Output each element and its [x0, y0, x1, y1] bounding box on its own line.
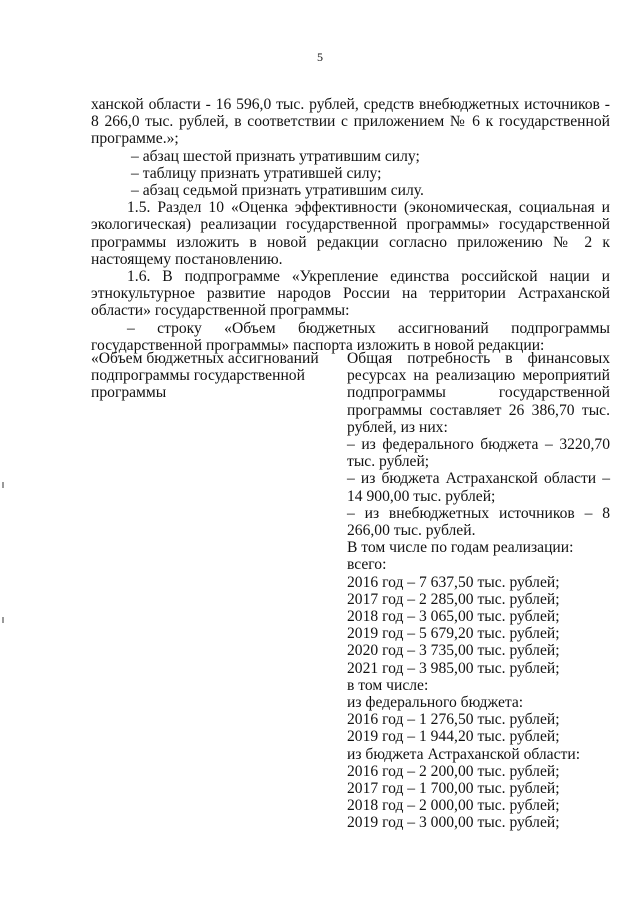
paragraph-row-intro: – строку «Объем бюджетных ассигнований подпрограммы государственной программы» паспорта изложить в новой редакции: — [91, 319, 610, 354]
list-item-paragraph-six: – абзац шестой признать утратившим силу; — [131, 147, 420, 165]
page-number: 5 — [317, 50, 323, 64]
passport-line: 2019 год – 5 679,20 тыс. рублей; — [347, 625, 560, 643]
passport-line: 2017 год – 2 285,00 тыс. рублей; — [347, 590, 560, 608]
list-item-table: – таблицу признать утратившей силу; — [131, 164, 382, 182]
passport-line: из федерального бюджета: — [347, 694, 524, 712]
paragraph-1-5: 1.5. Раздел 10 «Оценка эффективности (экономическая, социальная и экологическая) реализации государственной программы» государственной программы изложить в новой редакции согласно приложению № 2 к настоящему постановлению. — [91, 199, 610, 268]
passport-line: всего: — [347, 556, 387, 574]
passport-line: 2016 год – 1 276,50 тыс. рублей; — [347, 711, 560, 729]
list-item-paragraph-seven: – абзац седьмой признать утратившим силу. — [131, 182, 424, 200]
paragraph-1-6: 1.6. В подпрограмме «Укрепление единства российской нации и этнокультурное развитие народов России на территории Астраханской области» государственной программы: — [91, 268, 610, 320]
passport-line: 2017 год – 1 700,00 тыс. рублей; — [347, 780, 560, 798]
passport-line: 2020 год – 3 735,00 тыс. рублей; — [347, 642, 560, 660]
passport-line: 2019 год – 1 944,20 тыс. рублей; — [347, 728, 560, 746]
passport-line: В том числе по годам реализации: — [347, 539, 574, 557]
scan-edge-mark — [2, 617, 4, 623]
passport-value — [347, 350, 610, 832]
passport-federal-budget: – из федерального бюджета – 3220,70 тыс. рублей; — [347, 436, 610, 471]
passport-line: 2016 год – 2 200,00 тыс. рублей; — [347, 762, 560, 780]
passport-line: из бюджета Астраханской области: — [347, 745, 581, 763]
passport-line: 2021 год – 3 985,00 тыс. рублей; — [347, 659, 560, 677]
passport-line: в том числе: — [347, 676, 429, 694]
passport-regional-budget: – из бюджета Астраханской области – 14 900,00 тыс. рублей; — [347, 470, 610, 505]
passport-extra-budget: – из внебюджетных источников – 8 266,00 тыс. рублей. — [347, 504, 610, 540]
passport-line: 2016 год – 7 637,50 тыс. рублей; — [347, 573, 560, 591]
passport-label: «Объем бюджетных ассигнований подпрограммы государственной программы — [91, 350, 319, 402]
passport-intro: Общая потребность в финансовых ресурсах на реализацию мероприятий подпрограммы государственной программы составляет 26 386,70 тыс. рублей, из них: — [347, 350, 610, 436]
passport-line: 2018 год – 2 000,00 тыс. рублей; — [347, 797, 560, 815]
scan-edge-mark — [2, 482, 4, 488]
passport-line: 2018 год – 3 065,00 тыс. рублей; — [347, 608, 560, 626]
passport-table — [91, 350, 610, 832]
passport-line: 2019 год – 3 000,00 тыс. рублей; — [347, 814, 560, 832]
document-body — [91, 96, 610, 354]
paragraph-continuation: ханской области - 16 596,0 тыс. рублей, средств внебюджетных источников - 8 266,0 тыс. рублей, в соответствии с приложением № 6 к государственной программе.»; — [91, 96, 610, 148]
